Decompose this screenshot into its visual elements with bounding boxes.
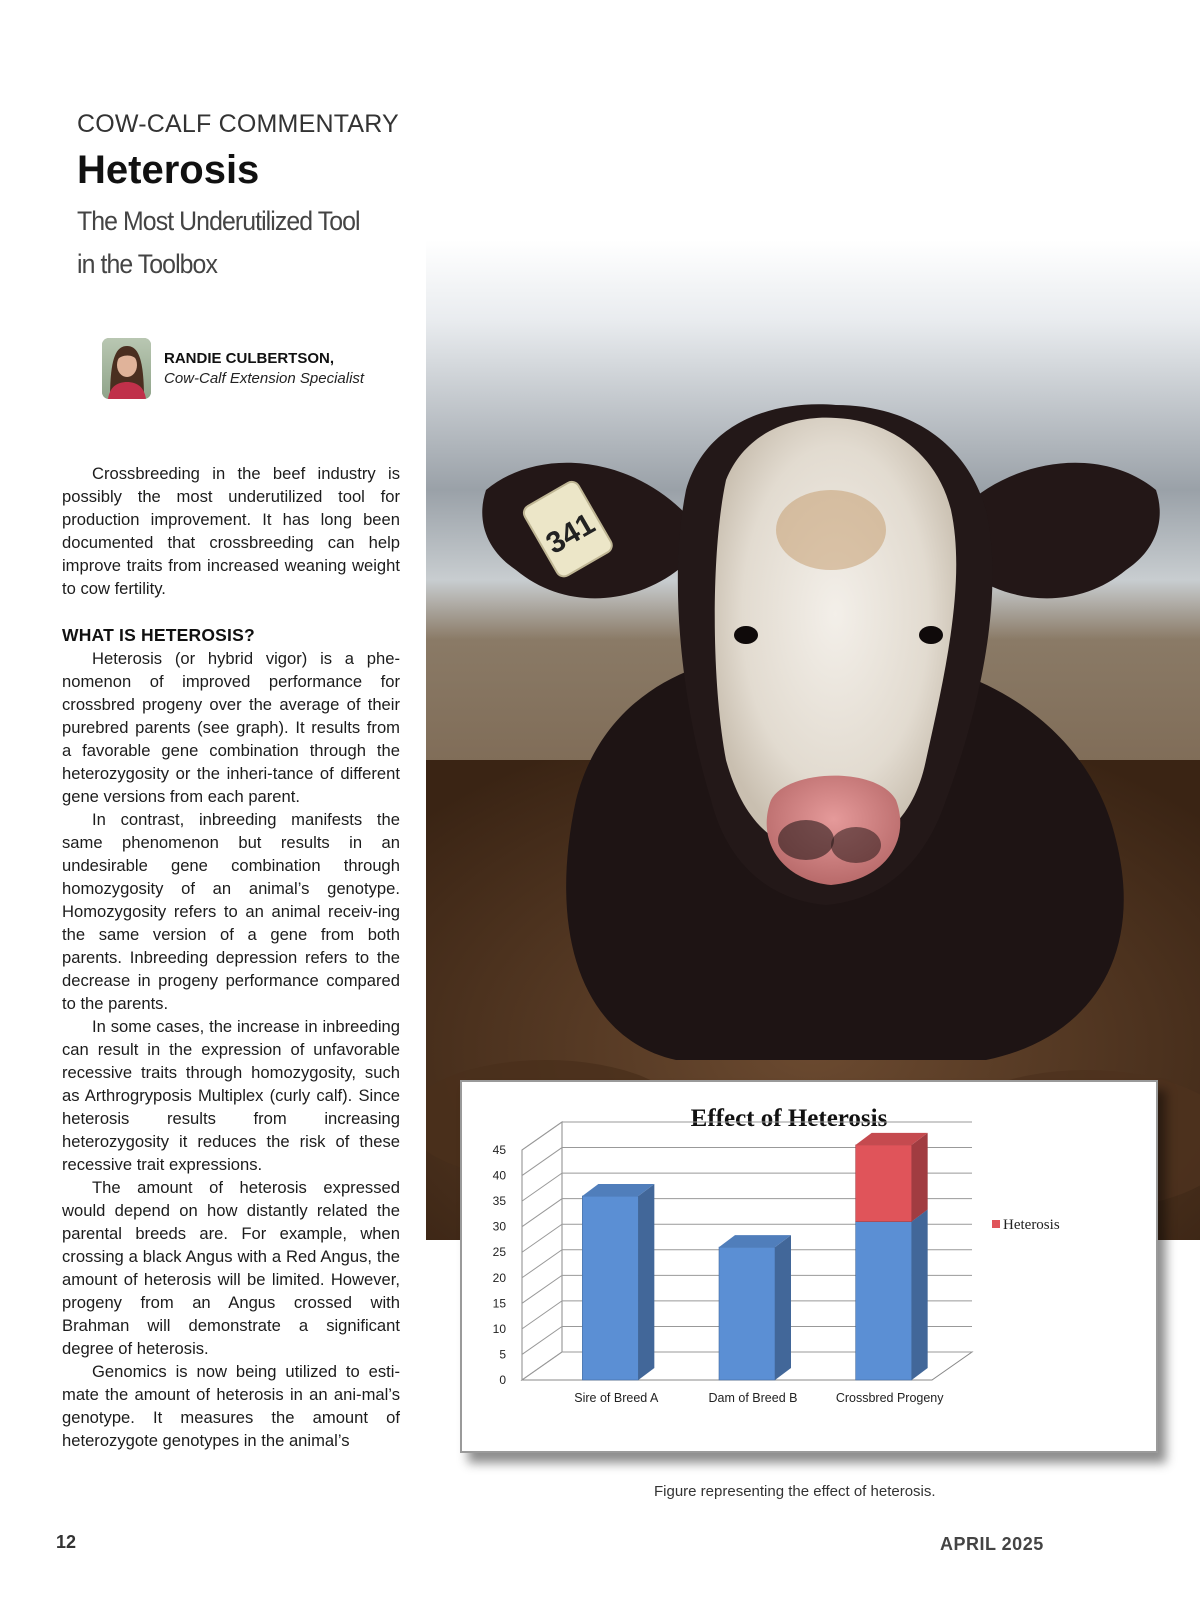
y-tick-label: 5 [499,1347,506,1362]
figure-caption: Figure representing the effect of heterosis. [654,1483,936,1500]
bar-side [775,1235,791,1380]
x-category-label: Sire of Breed A [574,1391,659,1405]
chart-side-wall [522,1122,562,1380]
bar-side [638,1184,654,1380]
body-paragraph: Heterosis (or hybrid vigor) is a phe-nomenon of improved performance for crossbred progeny over the average of their purebred parents (see graph). It results from a favorable gene combination through the heterozygosity or the inheri-tance of different gene versions from each parent. [62,649,400,806]
author-role: Cow-Calf Extension Specialist [164,370,365,387]
section-kicker: COW-CALF COMMENTARY [77,110,399,138]
author-avatar [102,338,151,399]
y-tick-label: 20 [492,1270,506,1285]
bar [856,1145,912,1222]
bar [856,1222,912,1380]
y-tick-label: 0 [499,1373,506,1387]
article-subtitle [77,200,381,286]
article-body [62,462,400,1452]
body-paragraph: Genomics is now being utilized to esti-mate the amount of heterosis in an ani-mal’s genotype. It measures the amount of heterozygote genotypes in the animal’s [62,1362,400,1450]
legend-swatch [992,1220,1000,1228]
ear-tag-number: 341 [540,507,601,561]
x-category-label: Dam of Breed B [708,1391,798,1405]
author-name: RANDIE CULBERTSON, [164,350,335,367]
subtitle-line-1: The Most Underutilized Tool [77,206,360,236]
chart-title: Effect of Heterosis [690,1105,888,1132]
bar [582,1196,638,1380]
y-tick-label: 40 [492,1168,506,1183]
article-title: Heterosis [77,148,260,192]
y-tick-label: 45 [492,1143,506,1157]
chart-svg [462,1082,1156,1451]
legend-label: Heterosis [1003,1217,1060,1233]
body-paragraph: The amount of heterosis expressed would depend on how distantly related the parental breeds are. For example, when crossing a black Angus with a Red Angus, the amount of heterosis will be limited. However, progeny from an Angus crossed with Brahman will demonstrate a significant degree of heterosis. [62,1178,400,1358]
issue-date: APRIL 2025 [940,1534,1044,1554]
heterosis-chart [460,1080,1158,1453]
y-tick-label: 35 [492,1194,506,1209]
y-tick-label: 25 [492,1245,506,1260]
body-paragraph: In contrast, inbreeding manifests the same phenomenon but results in an undesirable gene combination through homozygosity of an animal’s genotype. Homozygosity refers to an animal receiv-ing the same version of a gene from both parents. Inbreeding depression refers to the decrease in progeny performance compared to the parents. [62,810,400,1013]
y-tick-label: 15 [492,1296,506,1311]
bar-side [912,1133,928,1222]
page-number: 12 [56,1532,77,1552]
y-tick-label: 30 [492,1219,506,1234]
intro-paragraph: Crossbreeding in the beef industry is possibly the most underutilized tool for production improvement. It has long been documented that crossbreeding can help improve traits from increased weaning weight to cow fertility. [62,464,400,598]
y-tick-label: 10 [492,1321,506,1336]
body-paragraph: In some cases, the increase in inbreeding can result in the expression of unfavorable recessive traits through homozygosity, such as Arthrogryposis Multiplex (curly calf). Since heterosis results from increasing heterozygosity it reduces the risk of these recessive trait expressions. [62,1017,400,1174]
section-heading: WHAT IS HETEROSIS? [62,625,255,645]
bar-side [912,1210,928,1380]
subtitle-line-2: in the Toolbox [77,249,217,279]
x-category-label: Crossbred Progeny [835,1391,944,1405]
bar [719,1247,775,1380]
